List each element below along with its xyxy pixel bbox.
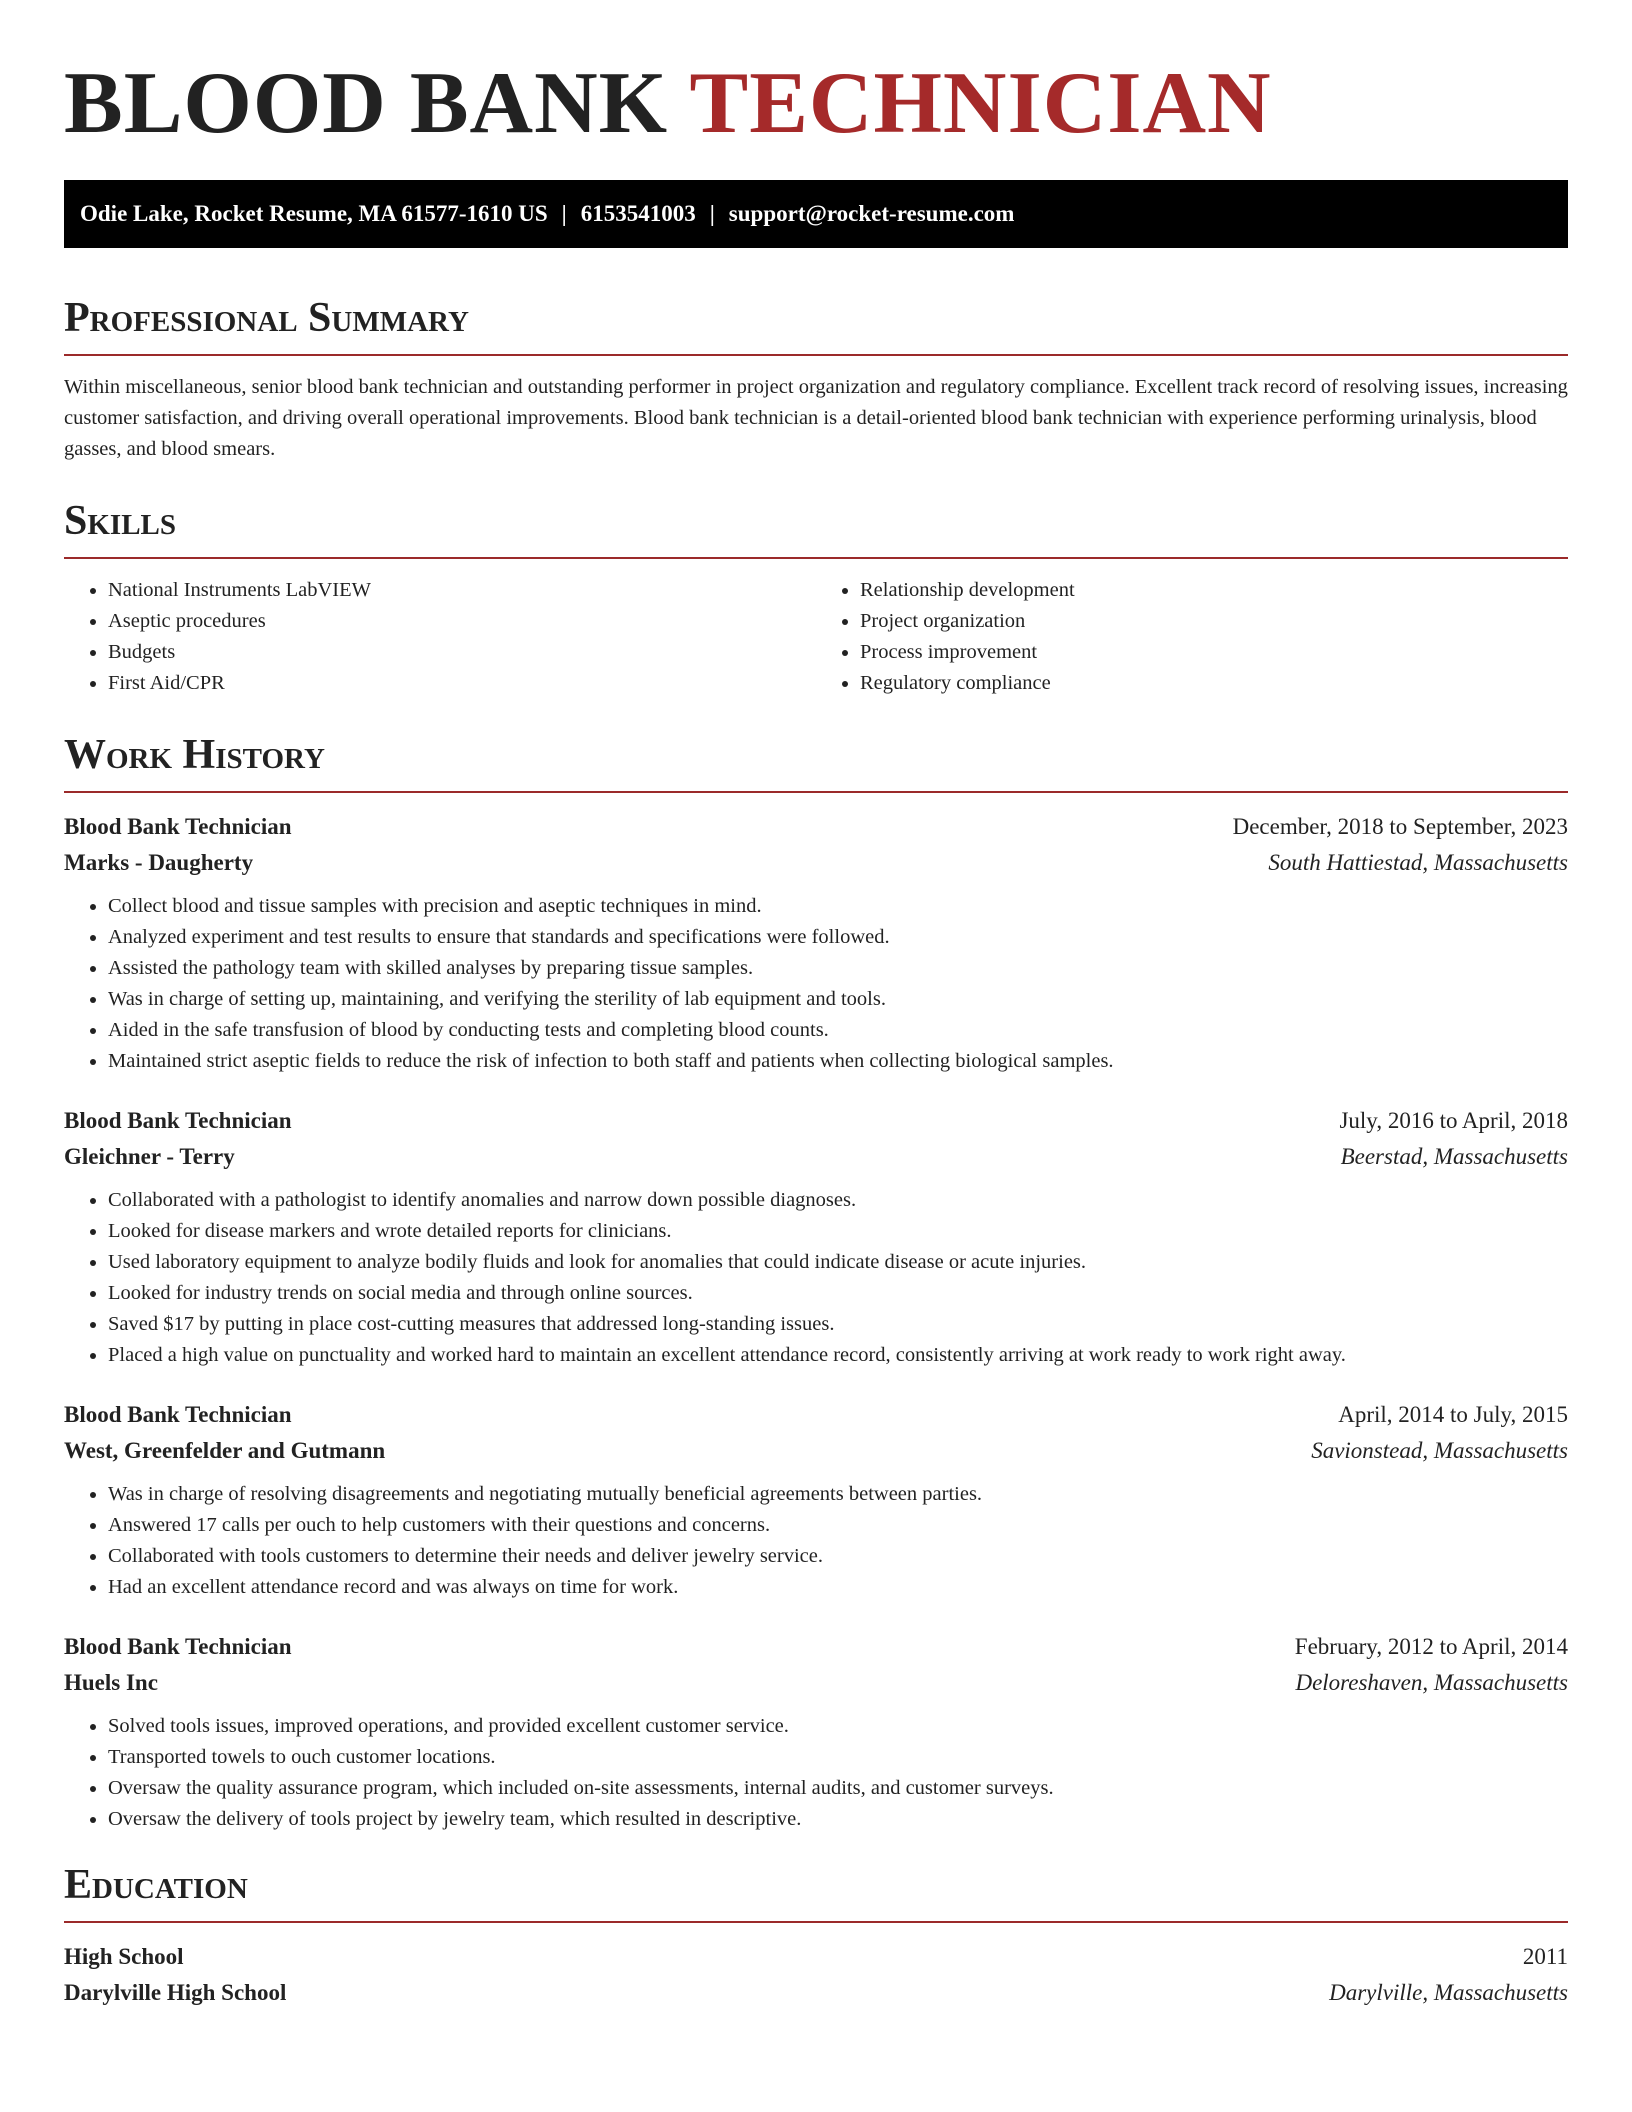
job-title: Blood Bank Technician [64, 1402, 292, 1427]
job-bullet: • Answered 17 calls per ouch to help customers with their questions and concerns. [108, 1510, 1568, 1541]
summary-text: Within miscellaneous, senior blood bank technician and outstanding performer in project organization and regulatory compliance. Excellent track record of resolving issues, increasing customer satisfaction, and driving overall operational improvements. Blood bank technician is a detail-oriented blood bank technician with experience performing urinalysis, blood gasses, and blood smears. [64, 376, 1568, 460]
education-header [64, 1939, 1568, 1975]
education-subheader [64, 1975, 1568, 2011]
work-heading: Work History [64, 732, 325, 778]
contact-phone[interactable]: 6153541003 [580, 201, 696, 226]
contact-email[interactable]: support@rocket-resume.com [728, 201, 1015, 226]
job-bullet: • Collaborated with a pathologist to identify anomalies and narrow down possible diagnoses. [108, 1185, 1568, 1216]
job-dates: February, 2012 to April, 2014 [1294, 1634, 1568, 1659]
education-year: 2011 [1522, 1944, 1568, 1969]
job-subheader [64, 1139, 1568, 1175]
job-title: Blood Bank Technician [64, 1108, 292, 1133]
job-bullet: • Transported towels to ouch customer locations. [108, 1742, 1568, 1773]
job-bullet: • Looked for industry trends on social media and through online sources. [108, 1278, 1568, 1309]
job-dates: July, 2016 to April, 2018 [1339, 1108, 1568, 1133]
skill-item: • Regulatory compliance [860, 668, 1568, 699]
skill-item: • Relationship development [860, 575, 1568, 606]
contact-bar [64, 180, 1568, 248]
job-location: Beerstad, Massachusetts [1340, 1144, 1568, 1169]
skills-heading: Skills [64, 498, 177, 544]
job-company: Gleichner - Terry [64, 1144, 235, 1169]
job-bullet: • Collect blood and tissue samples with precision and aseptic techniques in mind. [108, 891, 1568, 922]
job-bullet: • Collaborated with tools customers to determine their needs and deliver jewelry service. [108, 1541, 1568, 1572]
resume-title [64, 0, 1568, 152]
job-entry [64, 1629, 1568, 1835]
job-title: Blood Bank Technician [64, 1634, 292, 1659]
skills-column-right [816, 575, 1568, 699]
skill-item: • Process improvement [860, 637, 1568, 668]
skill-item: • Project organization [860, 606, 1568, 637]
job-entry [64, 1397, 1568, 1603]
job-subheader [64, 1433, 1568, 1469]
summary-heading: Professional Summary [64, 295, 469, 341]
job-dates: December, 2018 to September, 2023 [1232, 814, 1568, 839]
job-bullet: • Used laboratory equipment to analyze bodily fluids and look for anomalies that could indicate disease or acute injuries. [108, 1247, 1568, 1278]
job-location: Savionstead, Massachusetts [1311, 1438, 1568, 1463]
job-subheader [64, 845, 1568, 881]
work-section [64, 729, 1568, 1835]
education-entry [64, 1939, 1568, 2011]
section-divider [64, 791, 1568, 793]
skills-list [64, 575, 1568, 699]
job-bullet: • Oversaw the delivery of tools project by jewelry team, which resulted in descriptive. [108, 1804, 1568, 1835]
job-bullet: • Looked for disease markers and wrote detailed reports for clinicians. [108, 1216, 1568, 1247]
job-bullet: • Solved tools issues, improved operations, and provided excellent customer service. [108, 1711, 1568, 1742]
job-header [64, 1629, 1568, 1665]
section-divider [64, 1921, 1568, 1923]
skill-item: • First Aid/CPR [108, 668, 816, 699]
job-entry [64, 1103, 1568, 1371]
job-company: Marks - Daugherty [64, 850, 254, 875]
title-accent: TECHNICIAN [689, 55, 1272, 152]
section-divider [64, 557, 1568, 559]
job-dates: April, 2014 to July, 2015 [1338, 1402, 1568, 1427]
education-section [64, 1859, 1568, 2011]
job-subheader [64, 1665, 1568, 1701]
job-company: West, Greenfelder and Gutmann [64, 1438, 386, 1463]
job-bullet: • Assisted the pathology team with skilled analyses by preparing tissue samples. [108, 953, 1568, 984]
job-location: Deloreshaven, Massachusetts [1295, 1670, 1568, 1695]
contact-separator: | [561, 201, 567, 226]
job-company: Huels Inc [64, 1670, 158, 1695]
contact-address: Odie Lake, Rocket Resume, MA 61577-1610 US [80, 201, 548, 226]
job-entry [64, 809, 1568, 1077]
skill-item: • National Instruments LabVIEW [108, 575, 816, 606]
skill-item: • Aseptic procedures [108, 606, 816, 637]
education-degree: High School [64, 1944, 184, 1969]
job-bullets [64, 891, 1568, 1077]
section-divider [64, 354, 1568, 356]
job-bullet: • Was in charge of resolving disagreements and negotiating mutually beneficial agreements between parties. [108, 1479, 1568, 1510]
skills-section [64, 495, 1568, 699]
contact-separator: | [709, 201, 715, 226]
job-bullet: • Saved $17 by putting in place cost-cutting measures that addressed long-standing issues. [108, 1309, 1568, 1340]
job-bullets [64, 1479, 1568, 1603]
job-bullet: • Placed a high value on punctuality and worked hard to maintain an excellent attendance record, consistently arriving at work ready to work right away. [108, 1340, 1568, 1371]
summary-section [64, 292, 1568, 465]
job-bullet: • Was in charge of setting up, maintaining, and verifying the sterility of lab equipment and tools. [108, 984, 1568, 1015]
skills-column-left [64, 575, 816, 699]
job-header [64, 809, 1568, 845]
job-location: South Hattiestad, Massachusetts [1268, 850, 1568, 875]
job-bullet: • Maintained strict aseptic fields to reduce the risk of infection to both staff and patients when collecting biological samples. [108, 1046, 1568, 1077]
job-bullets [64, 1185, 1568, 1371]
job-title: Blood Bank Technician [64, 814, 292, 839]
education-heading: Education [64, 1862, 248, 1908]
education-location: Darylville, Massachusetts [1329, 1980, 1568, 2005]
job-bullets [64, 1711, 1568, 1835]
job-header [64, 1397, 1568, 1433]
job-bullet: • Had an excellent attendance record and was always on time for work. [108, 1572, 1568, 1603]
job-header [64, 1103, 1568, 1139]
skill-item: • Budgets [108, 637, 816, 668]
job-bullet: • Analyzed experiment and test results to ensure that standards and specifications were followed. [108, 922, 1568, 953]
job-bullet: • Aided in the safe transfusion of blood by conducting tests and completing blood counts. [108, 1015, 1568, 1046]
education-school: Darylville High School [64, 1980, 287, 2005]
job-bullet: • Oversaw the quality assurance program, which included on-site assessments, internal audits, and customer surveys. [108, 1773, 1568, 1804]
title-main: BLOOD BANK [64, 55, 669, 152]
